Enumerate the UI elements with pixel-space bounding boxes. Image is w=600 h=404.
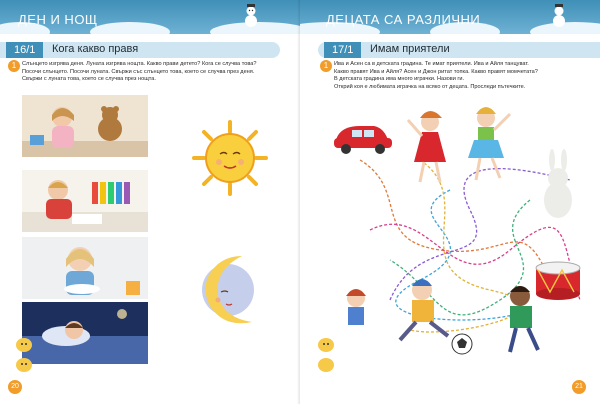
left-banner — [0, 0, 300, 34]
lesson-title: Кога какво правя — [52, 43, 139, 55]
task-line: Свържи с луната това, което се случва през нощта. — [22, 76, 156, 83]
task-number-badge: 1 — [320, 60, 332, 72]
photo-girl-with-teddy-bear — [22, 95, 148, 157]
snowman-icon — [548, 2, 570, 28]
snowman-icon — [240, 2, 262, 28]
football-illustration — [452, 334, 472, 354]
task-line: Посочи слънцето. Посочи луната. Свържи със слънцето това, което се случва през деня. — [22, 68, 255, 75]
lesson-title: Имам приятели — [370, 43, 450, 55]
dancing-girl-red-dress — [408, 111, 446, 182]
right-banner — [300, 0, 600, 34]
bunny-toy-illustration — [544, 149, 572, 218]
bee-character-icon — [316, 335, 336, 379]
lesson-number: 17/1 — [324, 42, 361, 58]
snow-decoration — [90, 22, 170, 34]
task-line: Открий коя е любимата играчка на всяко от децата. Проследи пътечките. — [334, 83, 526, 90]
boy-kicking-ball — [400, 279, 448, 340]
section-title: ДЕН И НОЩ — [18, 12, 98, 27]
photo-child-sleeping — [22, 302, 148, 364]
page-number: 21 — [572, 380, 586, 394]
right-page — [300, 0, 600, 404]
task-number-badge: 1 — [8, 60, 20, 72]
task-line: Слънцето изгрява деня. Луната изгрява нощта. Какво прави детето? Кога се случва това? — [22, 61, 257, 67]
maze-activity-illustration — [330, 100, 590, 370]
photo-girl-eating — [22, 237, 148, 299]
lesson-header — [0, 42, 280, 58]
doll-toy-illustration — [346, 289, 366, 325]
photo-boy-painting — [22, 170, 148, 232]
task-instructions — [22, 61, 256, 84]
task-line: Ива и Асен са в детската градина. Те имат приятели. Ива и Айля танцуват. — [334, 61, 529, 67]
sun-illustration — [190, 118, 270, 198]
red-car-illustration — [334, 126, 392, 154]
page-number: 20 — [8, 380, 22, 394]
moon-illustration — [198, 248, 268, 328]
bee-character-icon — [14, 335, 34, 379]
lesson-number: 16/1 — [6, 42, 43, 58]
task-line: Какво правят Ива и Айля? Асен и Джон ритат топка. Какво правят момчетата? — [334, 68, 538, 75]
boy-walking — [510, 286, 538, 352]
task-instructions — [334, 61, 538, 91]
tangled-paths — [360, 160, 580, 332]
section-title: ДЕЦАТА СА РАЗЛИЧНИ — [326, 12, 481, 27]
drum-toy-illustration — [536, 262, 580, 300]
task-line: В детската градина има много играчки. Назови ги. — [334, 76, 465, 83]
lesson-header — [318, 42, 600, 58]
